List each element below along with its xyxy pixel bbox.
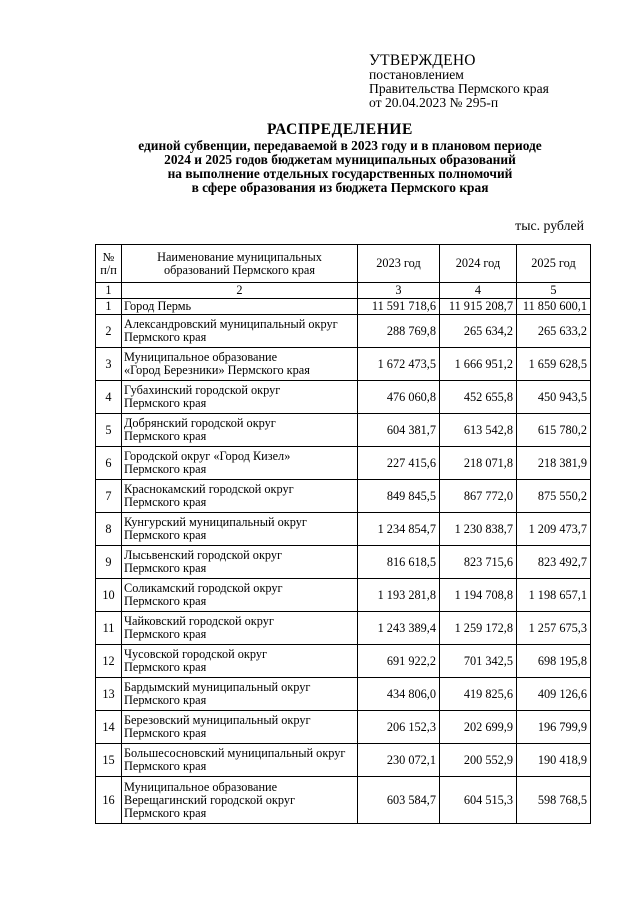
value-2023: 849 845,5 xyxy=(358,480,440,513)
header-name xyxy=(122,245,358,283)
row-number: 3 xyxy=(96,348,122,381)
value-2025: 698 195,8 xyxy=(517,645,591,678)
value-2023: 691 922,2 xyxy=(358,645,440,678)
value-2023: 434 806,0 xyxy=(358,678,440,711)
municipality-name xyxy=(122,299,358,315)
municipality-name-line: Город Пермь xyxy=(124,299,192,313)
municipality-name-line: Лысьвенский городской округ xyxy=(124,548,283,562)
municipality-name-line: Городской округ «Город Кизел» xyxy=(124,449,291,463)
value-2025: 190 418,9 xyxy=(517,744,591,777)
value-2024: 11 915 208,7 xyxy=(440,299,517,315)
column-number: 3 xyxy=(358,283,440,299)
units-label: тыс. рублей xyxy=(515,218,584,233)
municipality-name xyxy=(122,414,358,447)
header-num-line: п/п xyxy=(100,262,117,277)
value-2023: 604 381,7 xyxy=(358,414,440,447)
municipality-name xyxy=(122,447,358,480)
value-2025: 196 799,9 xyxy=(517,711,591,744)
table-row xyxy=(96,678,591,711)
table-row xyxy=(96,612,591,645)
header-2024: 2024 год xyxy=(440,245,517,283)
row-number: 14 xyxy=(96,711,122,744)
municipality-name-line: Добрянский городской округ xyxy=(124,416,276,430)
value-2023: 1 193 281,8 xyxy=(358,579,440,612)
header-num-line: № xyxy=(102,249,115,264)
header-name-line: Наименование муниципальных xyxy=(157,249,322,264)
municipality-name-line: Пермского края xyxy=(124,594,207,608)
column-number: 5 xyxy=(517,283,591,299)
municipality-name-line: Муниципальное образование xyxy=(124,779,278,794)
table-row xyxy=(96,480,591,513)
column-number-row xyxy=(96,283,591,299)
municipality-name-line: Пермского края xyxy=(124,495,207,509)
value-2025: 875 550,2 xyxy=(517,480,591,513)
row-number: 6 xyxy=(96,447,122,480)
value-2024: 419 825,6 xyxy=(440,678,517,711)
value-2024: 823 715,6 xyxy=(440,546,517,579)
row-number: 5 xyxy=(96,414,122,447)
table-header-row xyxy=(96,245,591,283)
municipality-name-line: Губахинский городской округ xyxy=(124,383,281,397)
municipality-name xyxy=(122,744,358,777)
column-number: 1 xyxy=(96,283,122,299)
value-2024: 1 230 838,7 xyxy=(440,513,517,546)
municipality-name-line: Пермского края xyxy=(124,396,207,410)
municipality-name xyxy=(122,711,358,744)
municipality-name-line: Березовский муниципальный округ xyxy=(124,713,311,727)
table-row xyxy=(96,414,591,447)
municipality-name xyxy=(122,546,358,579)
table-body xyxy=(96,245,591,824)
municipality-name-line: Бардымский муниципальный округ xyxy=(124,680,311,694)
row-number: 13 xyxy=(96,678,122,711)
title-line: в сфере образования из бюджета Пермского края xyxy=(191,180,489,195)
value-2025: 11 850 600,1 xyxy=(517,299,591,315)
approval-line: Правительства Пермского края xyxy=(369,81,549,96)
value-2025: 450 943,5 xyxy=(517,381,591,414)
value-2025: 1 209 473,7 xyxy=(517,513,591,546)
subvention-table xyxy=(95,244,591,824)
municipality-name xyxy=(122,315,358,348)
value-2024: 701 342,5 xyxy=(440,645,517,678)
municipality-name-line: Краснокамский городской округ xyxy=(124,482,294,496)
row-number: 1 xyxy=(96,299,122,315)
row-number: 12 xyxy=(96,645,122,678)
municipality-name xyxy=(122,645,358,678)
value-2024: 604 515,3 xyxy=(440,777,517,824)
value-2024: 613 542,8 xyxy=(440,414,517,447)
column-number: 4 xyxy=(440,283,517,299)
title-line: единой субвенции, передаваемой в 2023 году и в плановом периоде xyxy=(138,138,542,153)
approval-heading: УТВЕРЖДЕНО xyxy=(369,52,476,69)
municipality-name-line: Чайковский городской округ xyxy=(124,614,274,628)
municipality-name-line: Пермского края xyxy=(124,528,207,542)
municipality-name xyxy=(122,348,358,381)
municipality-name xyxy=(122,480,358,513)
municipality-name-line: Пермского края xyxy=(124,627,207,641)
table-row xyxy=(96,711,591,744)
document-title xyxy=(0,123,640,195)
table-row xyxy=(96,744,591,777)
value-2023: 11 591 718,6 xyxy=(358,299,440,315)
approval-line: постановлением xyxy=(369,67,464,82)
table-row xyxy=(96,579,591,612)
municipality-name-line: «Город Березники» Пермского края xyxy=(124,363,310,377)
title-line: на выполнение отдельных государственных полномочий xyxy=(167,166,513,181)
municipality-name-line: Соликамский городской округ xyxy=(124,581,283,595)
value-2025: 615 780,2 xyxy=(517,414,591,447)
title-main: РАСПРЕДЕЛЕНИЕ xyxy=(267,121,413,138)
value-2025: 1 257 675,3 xyxy=(517,612,591,645)
row-number: 11 xyxy=(96,612,122,645)
value-2025: 598 768,5 xyxy=(517,777,591,824)
municipality-name xyxy=(122,678,358,711)
municipality-name-line: Александровский муниципальный округ xyxy=(124,317,338,331)
value-2025: 1 198 657,1 xyxy=(517,579,591,612)
value-2023: 1 234 854,7 xyxy=(358,513,440,546)
table-row xyxy=(96,513,591,546)
table-row xyxy=(96,299,591,315)
municipality-name-line: Пермского края xyxy=(124,660,207,674)
value-2023: 1 672 473,5 xyxy=(358,348,440,381)
municipality-name-line: Пермского края xyxy=(124,759,207,773)
table-row xyxy=(96,381,591,414)
table-row xyxy=(96,777,591,824)
value-2023: 476 060,8 xyxy=(358,381,440,414)
value-2024: 1 259 172,8 xyxy=(440,612,517,645)
value-2023: 288 769,8 xyxy=(358,315,440,348)
header-2023: 2023 год xyxy=(358,245,440,283)
value-2024: 867 772,0 xyxy=(440,480,517,513)
row-number: 2 xyxy=(96,315,122,348)
table-row xyxy=(96,315,591,348)
municipality-name xyxy=(122,612,358,645)
row-number: 9 xyxy=(96,546,122,579)
municipality-name-line: Пермского края xyxy=(124,429,207,443)
municipality-name-line: Пермского края xyxy=(124,462,207,476)
value-2025: 409 126,6 xyxy=(517,678,591,711)
row-number: 10 xyxy=(96,579,122,612)
value-2023: 206 152,3 xyxy=(358,711,440,744)
municipality-name-line: Муниципальное образование xyxy=(124,350,278,364)
row-number: 7 xyxy=(96,480,122,513)
municipality-name-line: Пермского края xyxy=(124,693,207,707)
header-name-line: образований Пермского края xyxy=(163,262,316,277)
municipality-name xyxy=(122,777,358,824)
header-num xyxy=(96,245,122,283)
municipality-name-line: Кунгурский муниципальный округ xyxy=(124,515,307,529)
value-2023: 227 415,6 xyxy=(358,447,440,480)
value-2025: 823 492,7 xyxy=(517,546,591,579)
value-2023: 816 618,5 xyxy=(358,546,440,579)
municipality-name-line: Чусовской городской округ xyxy=(124,647,268,661)
municipality-name-line: Верещагинский городской округ xyxy=(124,792,296,807)
value-2024: 200 552,9 xyxy=(440,744,517,777)
value-2023: 603 584,7 xyxy=(358,777,440,824)
row-number: 16 xyxy=(96,777,122,824)
municipality-name-line: Пермского края xyxy=(124,726,207,740)
value-2024: 1 666 951,2 xyxy=(440,348,517,381)
value-2024: 452 655,8 xyxy=(440,381,517,414)
header-2025: 2025 год xyxy=(517,245,591,283)
table-row xyxy=(96,546,591,579)
value-2025: 218 381,9 xyxy=(517,447,591,480)
municipality-name xyxy=(122,579,358,612)
municipality-name-line: Большесосновский муниципальный округ xyxy=(124,746,346,760)
municipality-name-line: Пермского края xyxy=(124,330,207,344)
value-2024: 218 071,8 xyxy=(440,447,517,480)
row-number: 4 xyxy=(96,381,122,414)
title-line: 2024 и 2025 годов бюджетам муниципальных образований xyxy=(164,152,516,167)
municipality-name-line: Пермского края xyxy=(124,561,207,575)
row-number: 15 xyxy=(96,744,122,777)
municipality-name-line: Пермского края xyxy=(124,805,207,820)
row-number: 8 xyxy=(96,513,122,546)
value-2024: 1 194 708,8 xyxy=(440,579,517,612)
municipality-name xyxy=(122,381,358,414)
municipality-name xyxy=(122,513,358,546)
value-2025: 265 633,2 xyxy=(517,315,591,348)
table-row xyxy=(96,348,591,381)
table-row xyxy=(96,447,591,480)
value-2023: 230 072,1 xyxy=(358,744,440,777)
column-number: 2 xyxy=(122,283,358,299)
value-2024: 202 699,9 xyxy=(440,711,517,744)
value-2024: 265 634,2 xyxy=(440,315,517,348)
value-2023: 1 243 389,4 xyxy=(358,612,440,645)
approval-line: от 20.04.2023 № 295-п xyxy=(369,95,499,110)
value-2025: 1 659 628,5 xyxy=(517,348,591,381)
table-row xyxy=(96,645,591,678)
approval-stamp xyxy=(369,54,549,110)
